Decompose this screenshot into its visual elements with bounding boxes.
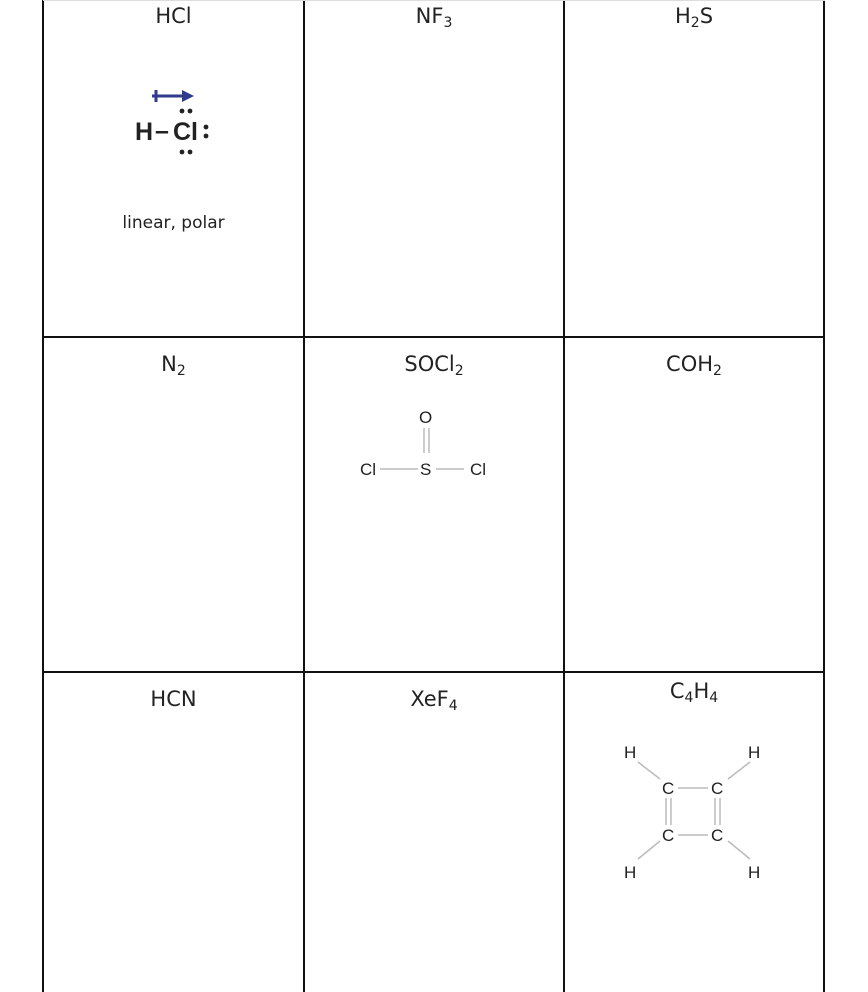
dipole-arrow-icon — [152, 90, 194, 102]
formula-xef4: XeF$_4$ — [410, 687, 458, 714]
grid-line — [823, 0, 825, 992]
formula-hcl: HCl — [155, 4, 192, 28]
lewis-cl: Cl — [173, 118, 198, 146]
formula-coh2: $COH_2$ — [666, 352, 722, 379]
atom-h: H — [748, 863, 761, 882]
atom-c: C — [711, 826, 724, 845]
formula-hcn: HCN — [150, 687, 197, 711]
grid-line — [43, 671, 825, 673]
lewis-bond: – — [155, 117, 169, 145]
grid-line — [303, 0, 305, 992]
grid-line — [563, 0, 565, 992]
atom-c: C — [662, 779, 675, 798]
formula-socl2: SOCl$_2$ — [404, 352, 464, 379]
grid-line — [43, 336, 825, 338]
hcl-lewis-structure — [120, 82, 230, 162]
atom-cl-right: Cl — [470, 460, 487, 479]
hcl-note: linear, polar — [122, 213, 225, 233]
atom-o: O — [419, 408, 433, 427]
atom-c: C — [662, 826, 675, 845]
atom-h: H — [624, 863, 637, 882]
formula-c4h4: $C_4H_4$ — [669, 679, 719, 706]
socl2-structure — [350, 398, 500, 488]
c4h4-structure — [610, 735, 780, 890]
grid-line — [42, 0, 44, 992]
formula-h2s: $H_2S$ — [674, 4, 714, 31]
atom-h: H — [748, 743, 761, 762]
formula-nf3: $NF_3$ — [415, 4, 453, 31]
grid-line — [43, 0, 825, 1]
atom-cl-left: Cl — [360, 460, 377, 479]
atom-s: S — [420, 460, 432, 479]
formula-n2: $N_2$ — [161, 352, 186, 379]
lewis-h: H — [135, 118, 154, 146]
atom-h: H — [624, 743, 637, 762]
atom-c: C — [711, 779, 724, 798]
